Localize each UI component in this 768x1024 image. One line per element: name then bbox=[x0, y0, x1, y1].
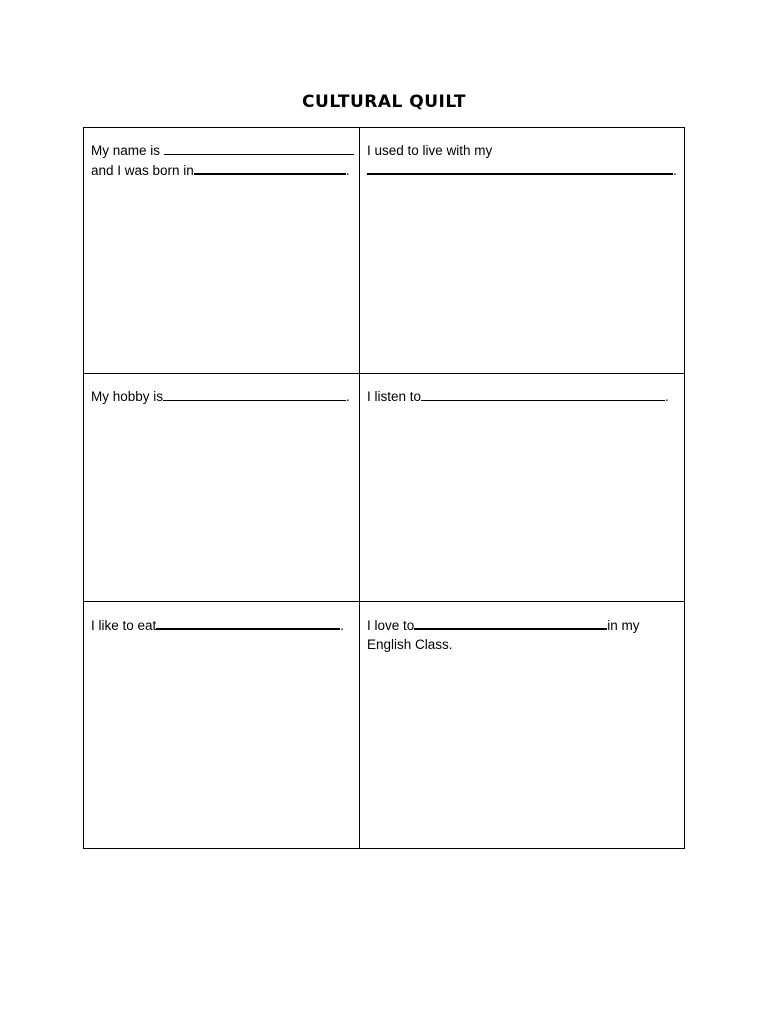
english-class-text: English Class. bbox=[367, 637, 453, 652]
cell-line bbox=[91, 160, 359, 180]
quilt-cell-lived-with bbox=[360, 128, 684, 374]
quilt-cell-hobby bbox=[84, 374, 360, 602]
name-prompt: My name is bbox=[91, 143, 164, 158]
eat-blank[interactable] bbox=[156, 615, 340, 630]
love-suffix: in my bbox=[607, 618, 640, 633]
quilt-cell-love bbox=[360, 602, 684, 848]
listen-prompt: I listen to bbox=[367, 389, 422, 404]
hobby-blank[interactable] bbox=[163, 387, 346, 401]
hobby-prompt: My hobby is bbox=[91, 389, 164, 404]
cell-line bbox=[367, 635, 684, 654]
quilt-grid bbox=[83, 127, 685, 849]
born-blank[interactable] bbox=[194, 160, 346, 175]
cell-line bbox=[367, 160, 684, 180]
name-blank[interactable] bbox=[164, 141, 354, 155]
born-prompt: and I was born in bbox=[91, 163, 194, 178]
quilt-cell-listen bbox=[360, 374, 684, 602]
lived-with-prompt: I used to live with my bbox=[367, 143, 493, 158]
cell-line bbox=[91, 387, 359, 406]
listen-blank[interactable] bbox=[421, 387, 665, 401]
period: . bbox=[346, 389, 350, 404]
cell-line bbox=[367, 387, 684, 406]
period: . bbox=[673, 163, 677, 178]
love-blank[interactable] bbox=[414, 615, 607, 630]
period: . bbox=[340, 618, 345, 633]
cell-line bbox=[91, 615, 359, 635]
period: . bbox=[345, 163, 350, 178]
quilt-cell-eat bbox=[84, 602, 360, 848]
cell-line bbox=[367, 615, 684, 635]
cell-line bbox=[91, 141, 359, 160]
lived-with-blank[interactable] bbox=[367, 160, 673, 175]
page-title: CULTURAL QUILT bbox=[302, 92, 466, 112]
quilt-cell-name bbox=[84, 128, 360, 374]
eat-prompt: I like to eat bbox=[91, 618, 157, 633]
period: . bbox=[665, 389, 669, 404]
love-prompt: I love to bbox=[367, 618, 415, 633]
cell-line bbox=[367, 141, 684, 160]
